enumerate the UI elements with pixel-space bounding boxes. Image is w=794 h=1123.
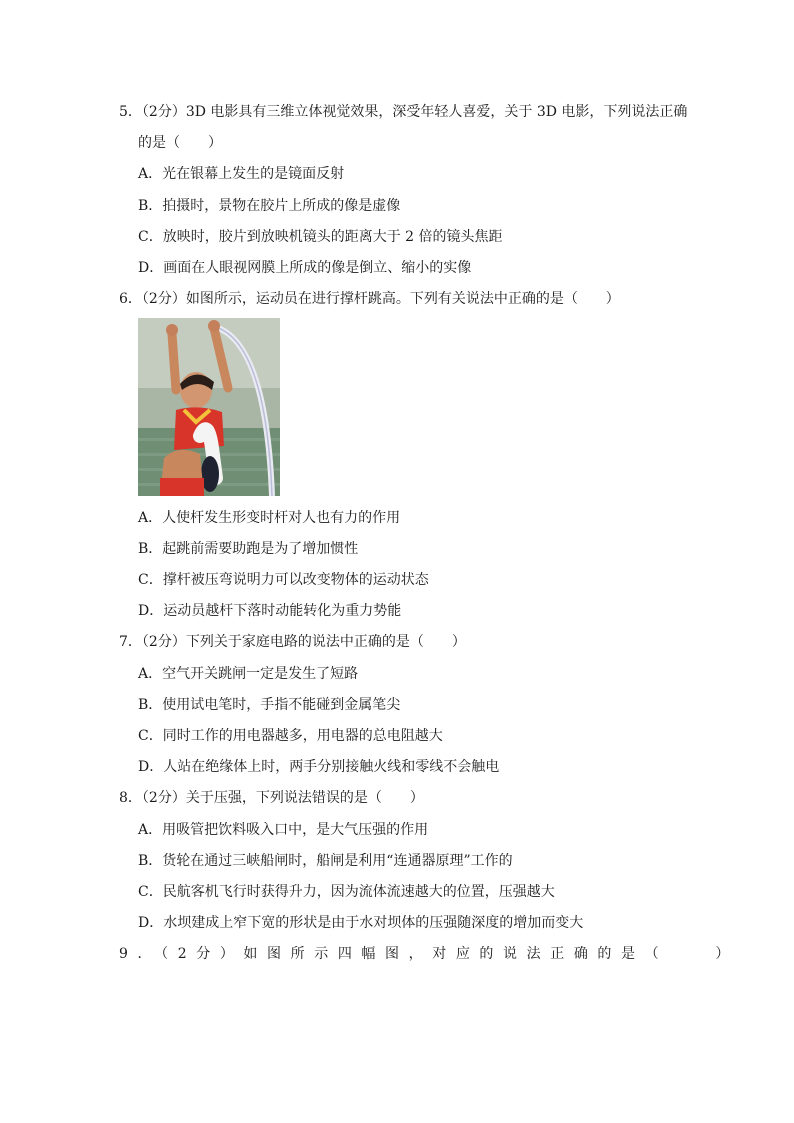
question-6-option-a: A．人使杆发生形变时杆对人也有力的作用 <box>138 510 401 526</box>
question-8-option-a: A．用吸管把饮料吸入口中，是大气压强的作用 <box>138 822 429 838</box>
question-7-option-a: A．空气开关跳闸一定是发生了短路 <box>138 666 359 682</box>
question-6-stem: 6．（2分）如图所示，运动员在进行撑杆跳高。下列有关说法中正确的是（ ） <box>119 291 620 307</box>
question-7-option-c: C．同时工作的用电器越多，用电器的总电阻越大 <box>138 728 443 744</box>
question-5-stem: 5．（2分）3D 电影具有三维立体视觉效果，深受年轻人喜爱，关于 3D 电影，下列说法正确 <box>119 104 688 120</box>
pole-vault-athlete-illustration <box>138 318 280 496</box>
pole-vault-photo <box>138 318 280 496</box>
question-5-option-b: B．拍摄时，景物在胶片上所成的像是虚像 <box>138 198 401 214</box>
question-6-option-c: C．撑杆被压弯说明力可以改变物体的运动状态 <box>138 572 429 588</box>
question-5-option-c: C．放映时，胶片到放映机镜头的距离大于 2 倍的镜头焦距 <box>138 229 503 245</box>
question-8-option-c: C．民航客机飞行时获得升力，因为流体流速越大的位置，压强越大 <box>138 884 555 900</box>
question-6-option-d: D．运动员越杆下落时动能转化为重力势能 <box>138 603 402 619</box>
question-5-option-a: A．光在银幕上发生的是镜面反射 <box>138 166 345 182</box>
question-8-option-b: B．货轮在通过三峡船闸时，船闸是利用“连通器原理”工作的 <box>138 853 513 869</box>
question-7-option-b: B．使用试电笔时，手指不能碰到金属笔尖 <box>138 697 401 713</box>
question-8-option-d: D．水坝建成上窄下宽的形状是由于水对坝体的压强随深度的增加而变大 <box>138 915 584 931</box>
question-7-stem: 7．（2分）下列关于家庭电路的说法中正确的是（ ） <box>119 634 466 650</box>
question-5-option-d: D．画面在人眼视网膜上所成的像是倒立、缩小的实像 <box>138 260 472 276</box>
question-6-option-b: B．起跳前需要助跑是为了增加惯性 <box>138 541 359 557</box>
question-8-stem: 8．（2分）关于压强，下列说法错误的是（ ） <box>119 790 424 806</box>
question-7-option-d: D．人站在绝缘体上时，两手分别接触火线和零线不会触电 <box>138 759 500 775</box>
question-9-stem: 9．（2分）如图所示四幅图，对应的说法正确的是（ ） <box>119 946 740 962</box>
question-5-stem-continued: 的是（ ） <box>138 135 222 151</box>
